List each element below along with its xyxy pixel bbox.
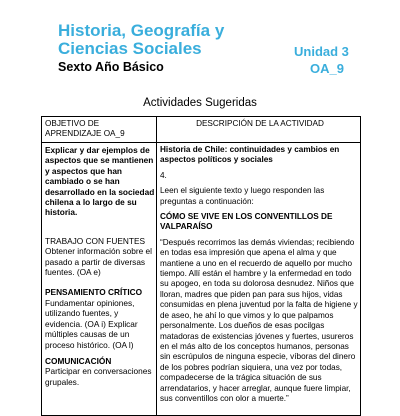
section-title: Actividades Sugeridas <box>143 97 257 109</box>
skill-text: Obtener información sobre el pasado a partir de diversas fuentes. (OA e) <box>45 246 152 278</box>
page-title: Historia, Geografía y Ciencias Sociales <box>58 21 225 58</box>
objective-cell <box>45 145 155 387</box>
activity-title: Historia de Chile: continuidades y cambios en aspectos políticos y sociales <box>160 145 340 165</box>
oa-label: OA_9 <box>310 61 344 76</box>
unit-label: Unidad 3 <box>294 44 349 59</box>
skill-block <box>45 356 155 387</box>
skill-text: Participar en conversaciones grupales. <box>45 366 152 387</box>
skill-block <box>45 287 155 349</box>
activity-number: 4. <box>160 170 167 180</box>
instructions: Leen el siguiente texto y luego responden las preguntas a continuación: <box>160 186 325 206</box>
objective-column-header: OBJETIVO DE APRENDIZAJE OA_9 <box>45 119 125 138</box>
skill-text: Fundamentar opiniones, utilizando fuentes, y evidencia. (OA i) Explicar múltiples causas de un proceso histórico. (OA l) <box>45 297 138 350</box>
activities-table <box>41 116 361 416</box>
description-cell <box>160 145 358 404</box>
reading-title: CÓMO SE VIVE EN LOS CONVENTILLOS DE VALPARAÍSO <box>160 212 333 232</box>
grade-label: Sexto Año Básico <box>58 60 164 74</box>
reading-quote: “Después recorrimos las demás viviendas; recibiendo en todas esa impresión que apena el alma y que mantiene a uno en el recuerdo de aquello por mucho tiempo. Allí están el hambre y la enfermedad en todo su apogeo, en toda su dolorosa desnudez. Niños que lloran, madres que piden pan para sus hijos, vidas consumidas en plena juventud por la falta de higiene y de aseo, he ahí lo que vimos y lo que palpamos personalmente. Los dueños de esas pocilgas matadoras de existencias jóvenes y fuertes, usureros en el más alto de los conceptos humanos, personas sin escrúpulos de ninguna especie, víboras del dinero de los pobres podrían siquiera, una vez por todas, compadecerse de la trágica situación de sus arrendatarios, y hacer arreglar, aunque fuere limpiar, sus conventillos con olor a muerte.” <box>160 237 358 403</box>
header-divider <box>42 142 360 143</box>
objective-text: Explicar y dar ejemplos de aspectos que se mantienen y aspectos que han cambiado o se han desarrollado en la sociedad chilena a lo largo de su historia. <box>45 145 155 218</box>
skill-block <box>45 236 155 278</box>
skill-title: PENSAMIENTO CRÍTICO <box>45 287 143 298</box>
skill-title: TRABAJO CON FUENTES <box>45 235 146 246</box>
skill-title: COMUNICACIÓN <box>45 355 112 366</box>
description-column-header: DESCRIPCIÓN DE LA ACTIVIDAD <box>196 119 324 128</box>
column-divider <box>156 117 157 415</box>
